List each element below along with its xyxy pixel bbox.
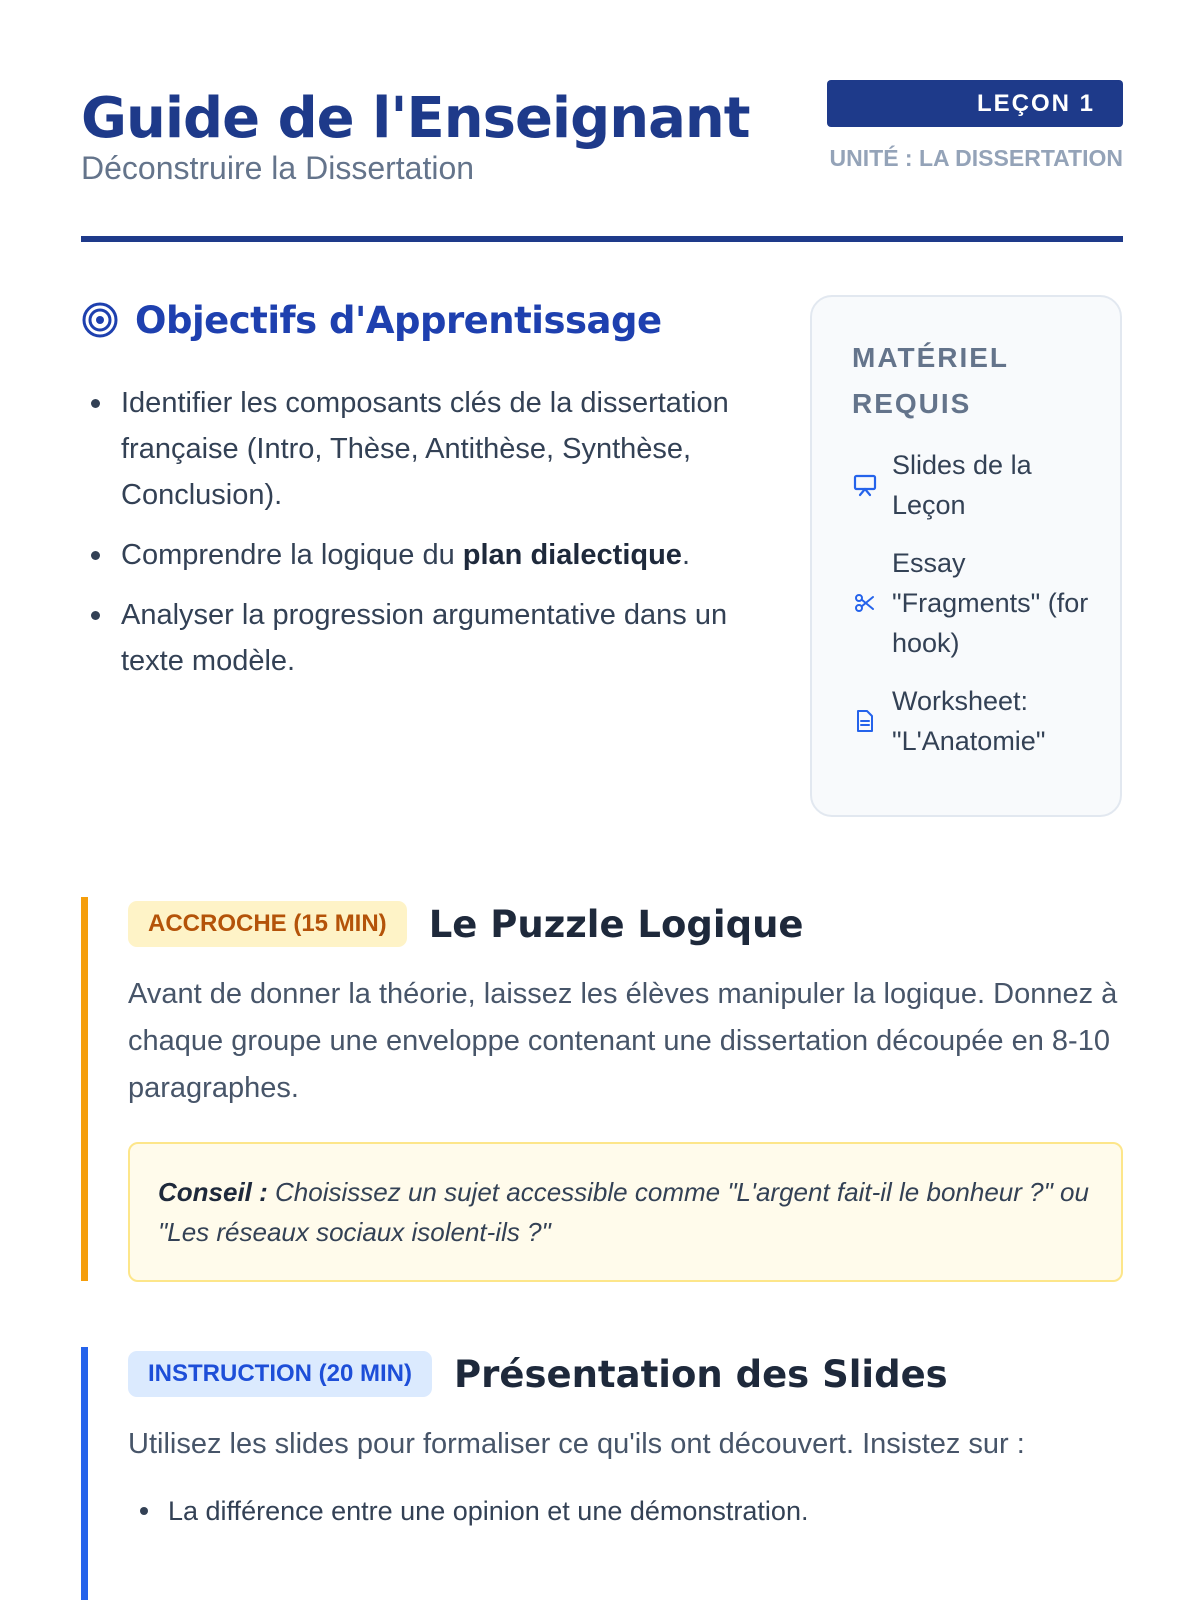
objectives-title: Objectifs d'Apprentissage — [135, 298, 662, 342]
hook-phase — [81, 897, 1123, 1281]
page-header — [81, 80, 1123, 242]
material-item — [852, 445, 1096, 525]
unit-label: UNITÉ : LA DISSERTATION — [829, 145, 1123, 171]
objectives-heading — [81, 292, 761, 348]
materials-list — [852, 445, 1096, 761]
instruction-item: La différence entre une opinion et une démonstration. — [128, 1490, 1123, 1532]
objective-text: Comprendre la logique du — [121, 539, 463, 571]
objective-item: Identifier les composants clés de la dissertation française (Intro, Thèse, Antithèse, Synthèse, Conclusion). — [81, 380, 761, 518]
tip-label: Conseil : — [158, 1177, 268, 1207]
instruction-tag: INSTRUCTION (20 MIN) — [128, 1351, 432, 1397]
material-label: Worksheet: "L'Anatomie" — [892, 686, 1046, 756]
objective-item: Analyser la progression argumentative dans un texte modèle. — [81, 592, 761, 684]
material-label: Essay "Fragments" (for hook) — [892, 548, 1089, 658]
page-title: Guide de l'Enseignant — [81, 86, 750, 151]
material-item — [852, 543, 1096, 663]
hook-description: Avant de donner la théorie, laissez les élèves manipuler la logique. Donnez à chaque groupe une enveloppe contenant une dissertation découpée en 8-10 paragraphes. — [128, 978, 1118, 1104]
instruction-description: Utilisez les slides pour formaliser ce qu'ils ont découvert. Insistez sur : — [128, 1428, 1025, 1460]
hook-tag: ACCROCHE (15 MIN) — [128, 901, 407, 947]
objective-text-end: . — [681, 539, 691, 571]
objective-item — [81, 532, 761, 578]
page-subtitle: Déconstruire la Dissertation — [81, 150, 475, 186]
materials-heading: MATÉRIEL REQUIS — [852, 342, 1009, 419]
hook-title: Le Puzzle Logique — [428, 902, 804, 946]
hook-phase-header — [128, 901, 1123, 947]
header-divider — [81, 236, 1123, 242]
target-icon — [81, 301, 119, 339]
document-icon — [852, 708, 878, 734]
instruction-title: Présentation des Slides — [454, 1352, 948, 1396]
tip-text: Choisissez un sujet accessible comme "L'argent fait-il le bonheur ?" ou "Les réseaux sociaux isolent-ils ?" — [158, 1177, 1089, 1247]
objectives-list — [81, 380, 761, 684]
instruction-list — [128, 1490, 1123, 1532]
instruction-phase — [81, 1347, 1123, 1600]
material-item — [852, 681, 1096, 761]
material-label: Slides de la Leçon — [892, 450, 1032, 520]
instruction-phase-header — [128, 1351, 1123, 1397]
tip-box — [128, 1142, 1123, 1282]
scissors-icon — [852, 590, 878, 616]
presentation-icon — [852, 472, 878, 498]
objective-emphasis: plan dialectique — [462, 539, 682, 571]
objectives-section — [81, 292, 761, 698]
materials-card — [810, 295, 1122, 817]
lesson-badge: LEÇON 1 — [827, 80, 1123, 127]
